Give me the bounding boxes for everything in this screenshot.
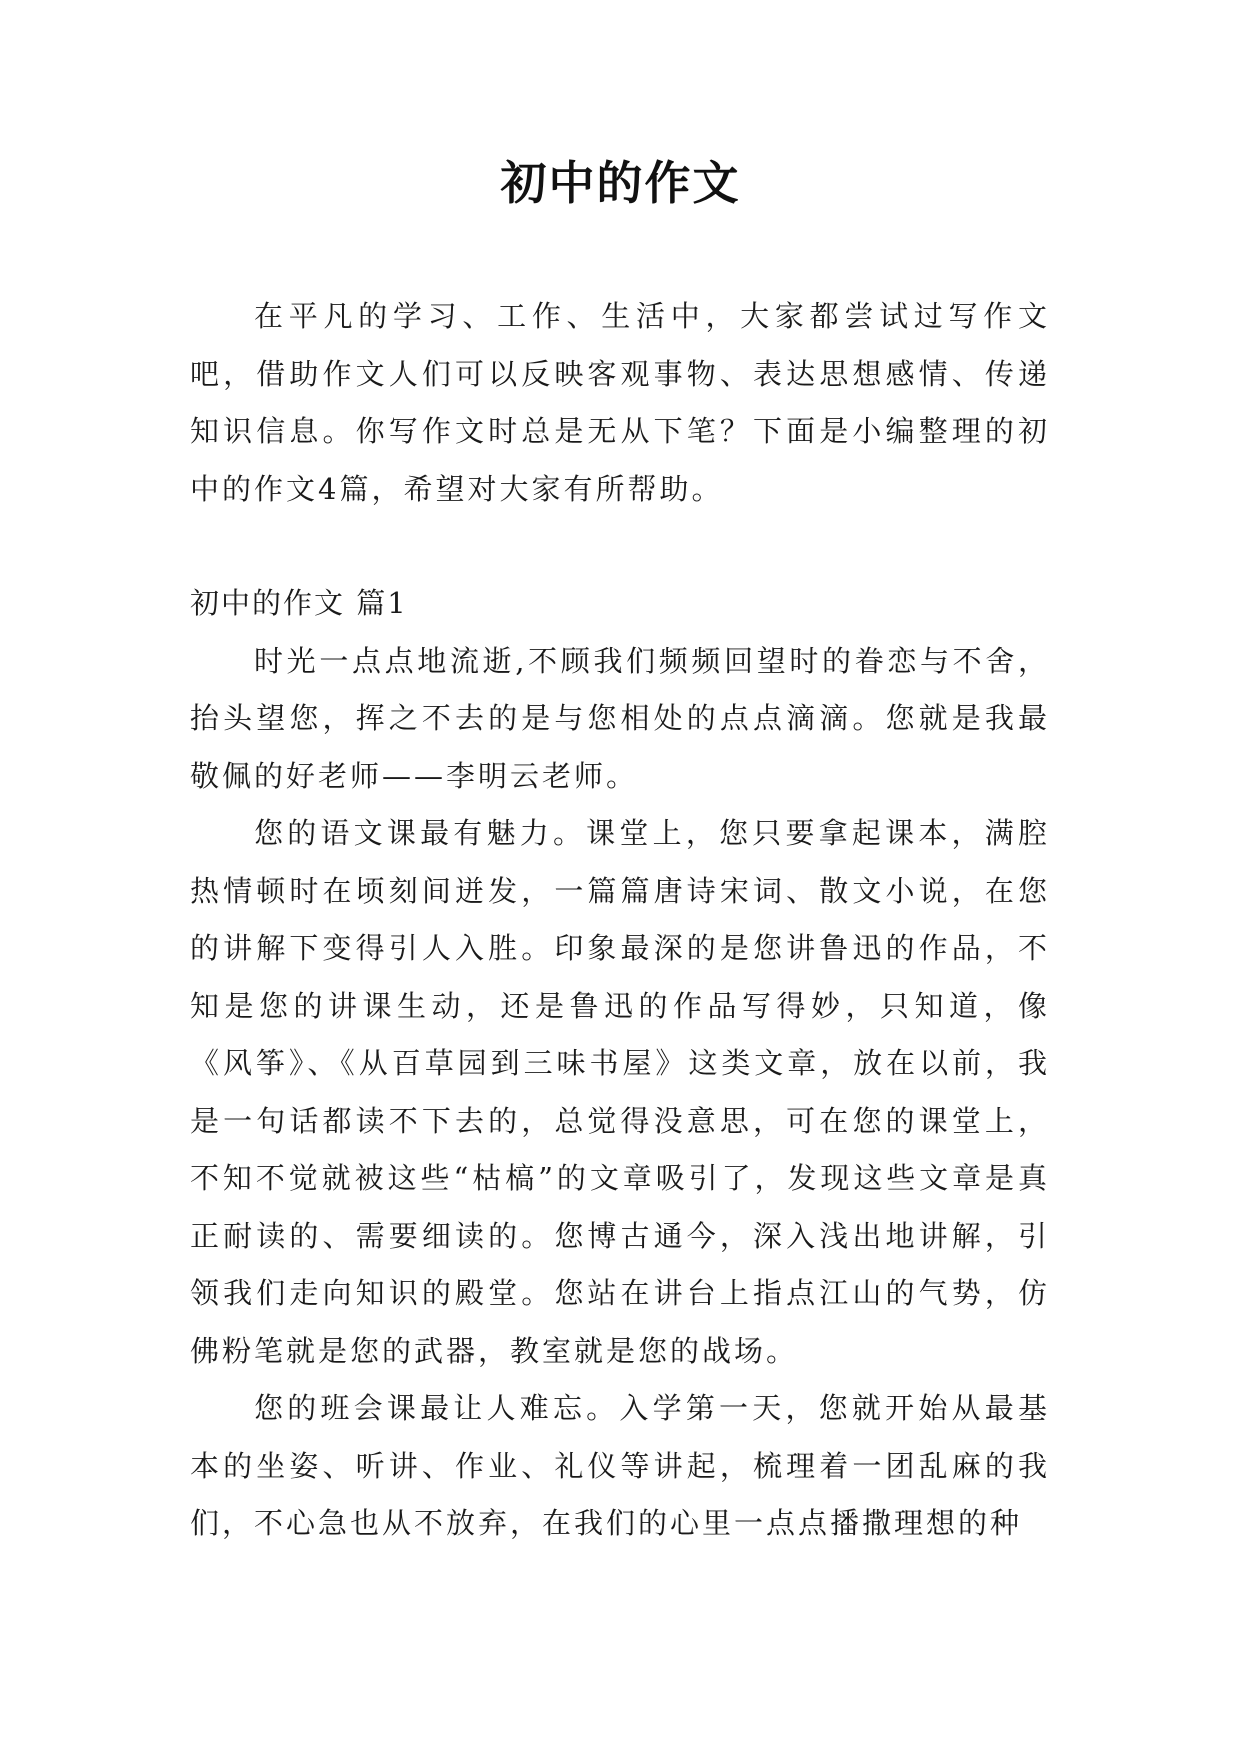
intro-paragraph: 在平凡的学习、工作、生活中，大家都尝试过写作文吧，借助作文人们可以反映客观事物、表达思想感情、传递知识信息。你写作文时总是无从下笔？下面是小编整理的初中的作文4篇，希望对大家有所帮助。 [190, 299, 1050, 506]
paragraph-spacer [190, 518, 1050, 575]
document-title: 初中的作文 [500, 156, 741, 210]
document-body [190, 288, 1050, 1553]
body-paragraph: 您的语文课最有魅力。课堂上，您只要拿起课本，满腔热情顿时在顷刻间迸发，一篇篇唐诗宋词、散文小说，在您的讲解下变得引人入胜。印象最深的是您讲鲁迅的作品，不知是您的讲课生动，还是鲁迅的作品写得妙，只知道，像《风筝》、《从百草园到三味书屋》这类文章，放在以前，我是一句话都读不下去的，总觉得没意思，可在您的课堂上，不知不觉就被这些“枯槁”的文章吸引了，发现这些文章是真正耐读的、需要细读的。您博古通今，深入浅出地讲解，引领我们走向知识的殿堂。您站在讲台上指点江山的气势，仿佛粉笔就是您的武器，教室就是您的战场。 [190, 816, 1050, 1368]
section-heading: 初中的作文 篇1 [190, 586, 408, 620]
body-paragraph: 您的班会课最让人难忘。入学第一天，您就开始从最基本的坐姿、听讲、作业、礼仪等讲起，梳理着一团乱麻的我们，不心急也从不放弃，在我们的心里一点点播撒理想的种 [190, 1391, 1050, 1540]
body-paragraph: 时光一点点地流逝,不顾我们频频回望时的眷恋与不舍，抬头望您，挥之不去的是与您相处的点点滴滴。您就是我最敬佩的好老师——李明云老师。 [190, 643, 1050, 793]
